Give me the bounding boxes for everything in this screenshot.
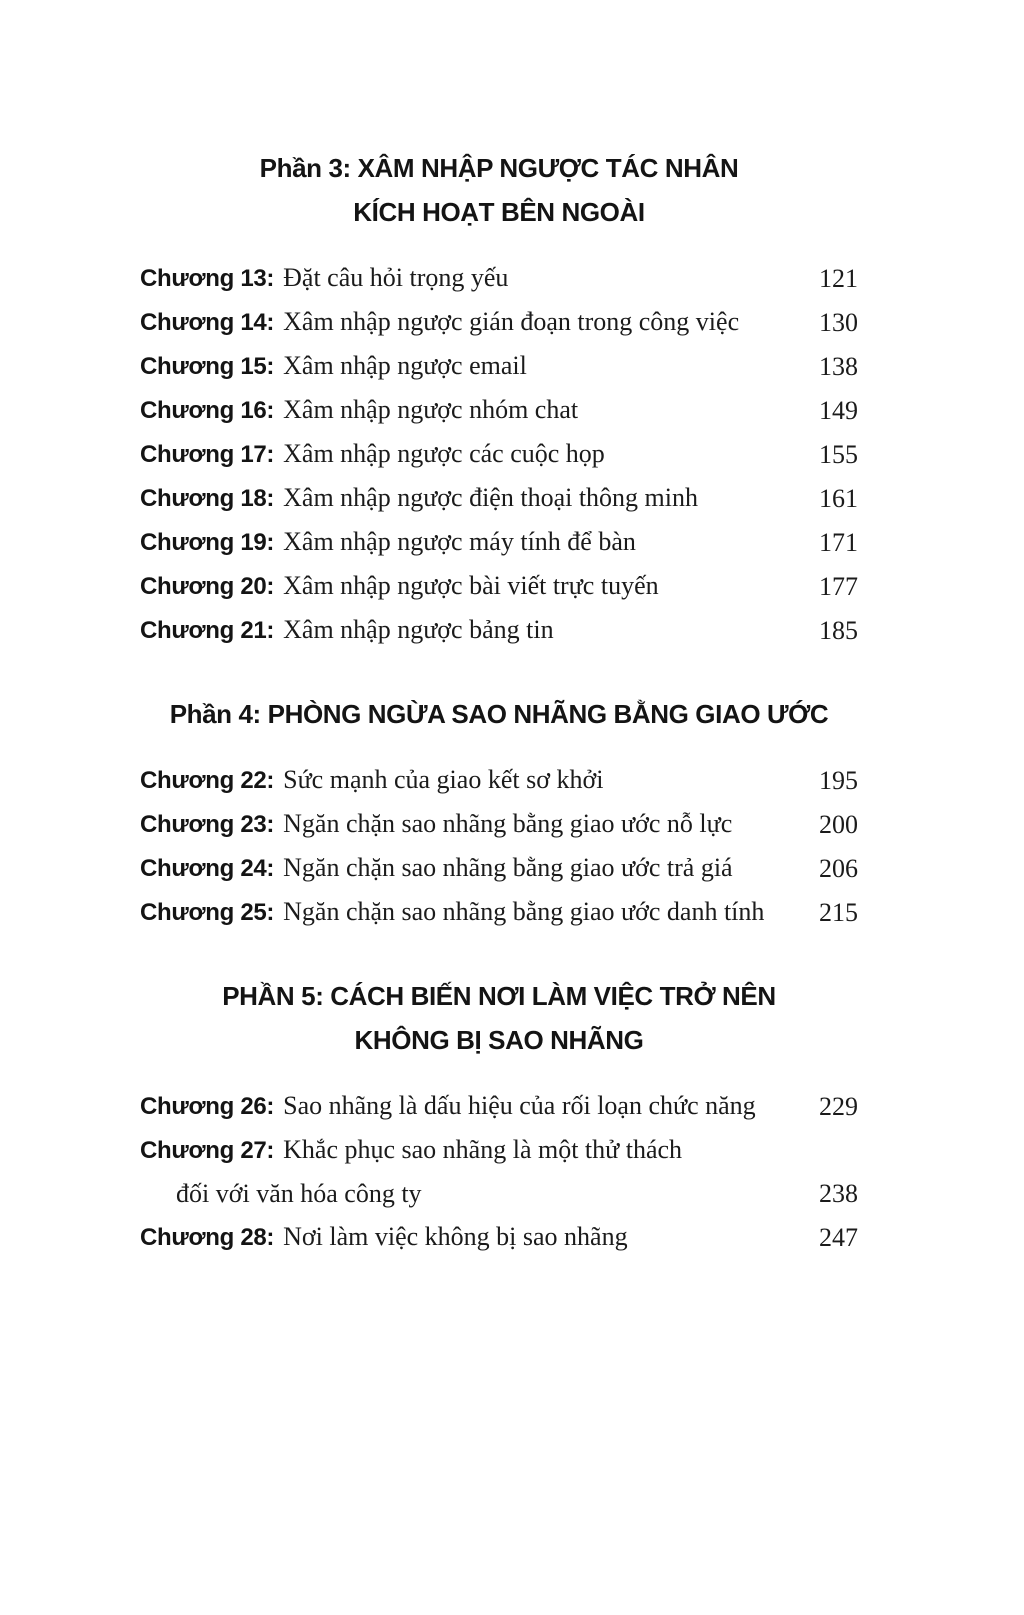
chapter-title: Xâm nhập ngược gián đoạn trong công việc [283,307,740,336]
chapter-title: Sức mạnh của giao kết sơ khởi [283,765,604,794]
entry-text [140,802,805,846]
toc-entry [140,520,858,564]
chapter-label: Chương 27: [140,1137,275,1164]
entry-line [140,802,805,846]
entry-text [140,564,805,608]
entry-line [140,608,805,652]
entry-text [140,432,805,476]
chapter-label: Chương 18: [140,485,275,512]
toc-entry [140,388,858,432]
section-heading-line: Phần 3: XÂM NHẬP NGƯỢC TÁC NHÂN [259,153,739,183]
toc-entry [140,256,858,300]
toc-entry [140,344,858,388]
entry-text [140,1128,805,1215]
page-number: 121 [819,264,858,293]
entry-line [140,1128,805,1172]
page-number: 215 [819,898,858,927]
chapter-title: Ngăn chặn sao nhãng bằng giao ước danh tính [283,897,765,926]
entry-line [140,1084,805,1128]
chapter-title: Ngăn chặn sao nhãng bằng giao ước nỗ lực [283,809,733,838]
section-heading-line: Phần 4: PHÒNG NGỪA SAO NHÃNG BẰNG GIAO ƯỚC [169,699,829,729]
toc-section [140,692,858,934]
entry-line [140,846,805,890]
chapter-label: Chương 21: [140,617,275,644]
entry-text [140,344,805,388]
entry-text [140,1084,805,1128]
chapter-title: Xâm nhập ngược nhóm chat [283,395,579,424]
chapter-label: Chương 15: [140,353,275,380]
chapter-title: Ngăn chặn sao nhãng bằng giao ước trả giá [283,853,733,882]
entry-line [140,890,805,934]
page-number: 138 [819,352,858,381]
toc-entry [140,758,858,802]
chapter-label: Chương 19: [140,529,275,556]
section-heading [140,146,858,234]
page-number: 206 [819,854,858,883]
page-number: 171 [819,528,858,557]
toc-entry [140,476,858,520]
entry-text [140,256,805,300]
chapter-label: Chương 13: [140,265,275,292]
page-number: 155 [819,440,858,469]
toc-entry [140,432,858,476]
entry-text [140,890,805,934]
entry-line [140,758,805,802]
chapter-title: Khắc phục sao nhãng là một thử thách [283,1135,683,1164]
toc-entry [140,300,858,344]
chapter-label: Chương 14: [140,309,275,336]
entry-line [140,344,805,388]
page-number: 130 [819,308,858,337]
chapter-label: Chương 20: [140,573,275,600]
entry-line [140,300,805,344]
page-number: 195 [819,766,858,795]
toc-entry [140,1215,858,1259]
chapter-title: Nơi làm việc không bị sao nhãng [283,1222,628,1251]
entry-text [140,608,805,652]
page-number: 149 [819,396,858,425]
toc-entry [140,1128,858,1215]
chapter-title: Đặt câu hỏi trọng yếu [283,263,509,292]
toc-section [140,146,858,652]
chapter-title: Sao nhãng là dấu hiệu của rối loạn chức năng [283,1091,756,1120]
chapter-label: Chương 26: [140,1093,275,1120]
entry-line [140,476,805,520]
chapter-title: Xâm nhập ngược bảng tin [283,615,554,644]
toc [140,146,858,1259]
section-heading-line: PHẦN 5: CÁCH BIẾN NƠI LÀM VIỆC TRỞ NÊN [222,981,776,1011]
entry-line [140,388,805,432]
toc-entry [140,846,858,890]
chapter-label: Chương 16: [140,397,275,424]
section-heading-line: KÍCH HOẠT BÊN NGOÀI [353,197,645,227]
chapter-title-continuation: đối với văn hóa công ty [176,1179,422,1208]
chapter-title: Xâm nhập ngược bài viết trực tuyến [283,571,659,600]
page-number: 247 [819,1223,858,1252]
section-heading-line: KHÔNG BỊ SAO NHÃNG [354,1025,644,1055]
entry-text [140,388,805,432]
entry-text [140,1215,805,1259]
section-heading [140,974,858,1062]
entry-line [140,432,805,476]
page-number: 177 [819,572,858,601]
entry-text [140,300,805,344]
chapter-label: Chương 17: [140,441,275,468]
toc-entry [140,1084,858,1128]
page-number: 161 [819,484,858,513]
page-number: 185 [819,616,858,645]
chapter-label: Chương 22: [140,767,275,794]
entry-text [140,520,805,564]
entry-line [140,1215,805,1259]
page-number: 229 [819,1092,858,1121]
toc-entry [140,564,858,608]
chapter-title: Xâm nhập ngược điện thoại thông minh [283,483,699,512]
toc-section [140,974,858,1259]
chapter-label: Chương 24: [140,855,275,882]
entry-line [140,564,805,608]
entry-text [140,476,805,520]
chapter-title: Xâm nhập ngược các cuộc họp [283,439,605,468]
entry-line [140,520,805,564]
chapter-title: Xâm nhập ngược máy tính để bàn [283,527,636,556]
toc-entry [140,802,858,846]
chapter-title: Xâm nhập ngược email [283,351,527,380]
section-heading [140,692,858,736]
chapter-label: Chương 25: [140,899,275,926]
entry-line [140,256,805,300]
page-number: 238 [819,1179,858,1208]
entry-text [140,758,805,802]
page-number: 200 [819,810,858,839]
chapter-label: Chương 28: [140,1224,275,1251]
entry-text [140,846,805,890]
toc-entry [140,608,858,652]
chapter-label: Chương 23: [140,811,275,838]
toc-entry [140,890,858,934]
